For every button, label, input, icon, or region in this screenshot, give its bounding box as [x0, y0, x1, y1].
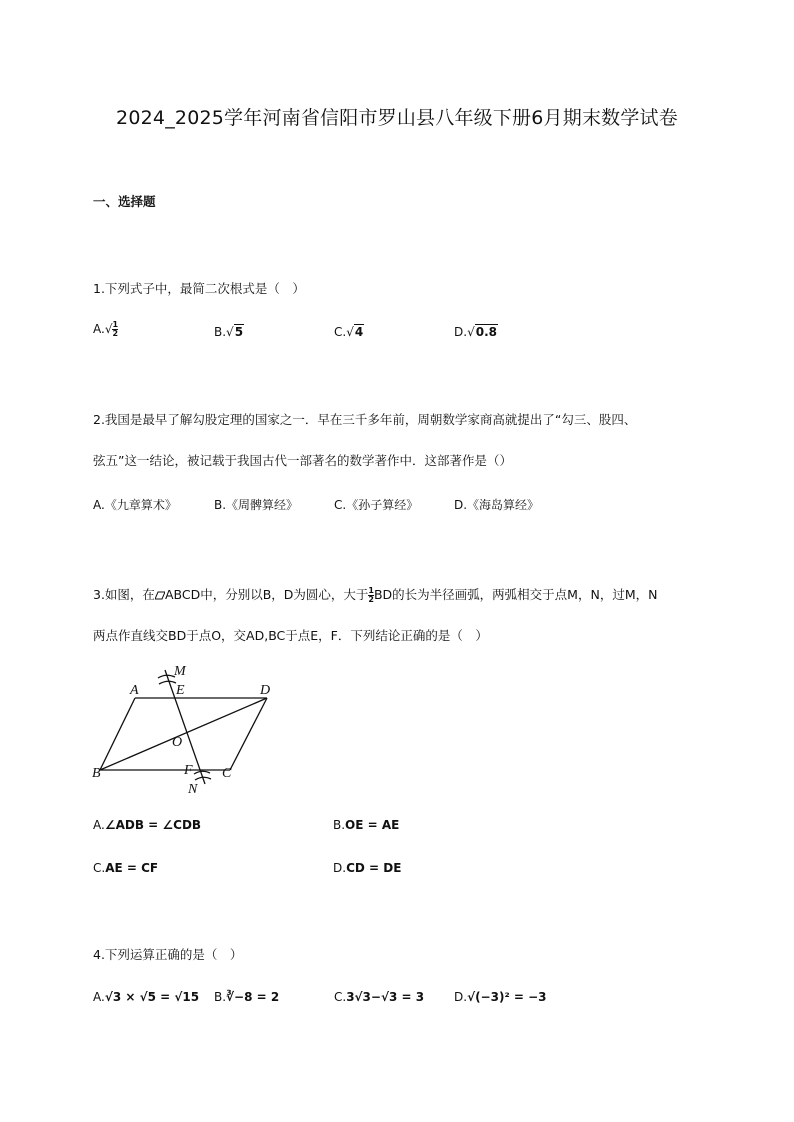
radical-sign: √ [346, 325, 354, 339]
document-title: 2024_2025学年河南省信阳市罗山县八年级下册6月期末数学试卷 [116, 107, 678, 129]
q1-option-c[interactable] [334, 325, 364, 339]
label-d: D [260, 683, 271, 698]
q2-option-c[interactable]: C.《孙子算经》 [334, 498, 419, 512]
q3-option-b-label: B. [333, 818, 346, 832]
parallelogram-figure [90, 656, 290, 801]
question-1-stem: 1.下列式子中，最简二次根式是（ ） [93, 281, 305, 296]
question-4-stem: 4.下列运算正确的是（ ） [93, 947, 243, 962]
q3-text-part2: ABCD中，分别以B，D为圆心，大于 [164, 587, 369, 602]
q3-option-a[interactable] [93, 818, 201, 832]
q3-option-d-text: CD = DE [346, 861, 402, 875]
q1-option-d-label: D. [454, 325, 468, 339]
q1-option-a-fraction [112, 321, 118, 338]
q1-option-b[interactable] [214, 325, 244, 339]
q4-option-a-label: A. [93, 990, 105, 1004]
label-c: C [222, 766, 232, 781]
q4-option-c-text: 3√3−√3 = 3 [346, 990, 425, 1004]
q1-option-b-radicand: 5 [234, 325, 244, 339]
question-3-stem-line1 [93, 585, 657, 604]
q1-option-a-numerator: 1 [112, 320, 119, 329]
q4-option-b-label: B. [214, 990, 227, 1004]
q1-option-c-radicand: 4 [354, 325, 364, 339]
q1-option-d-radicand: 0.8 [475, 325, 497, 339]
q1-option-b-label: B. [214, 325, 227, 339]
q3-fraction-denominator: 2 [368, 595, 374, 604]
radical-sign: √ [226, 325, 234, 339]
q2-option-a[interactable]: A.《九章算术》 [93, 498, 177, 512]
label-o: O [172, 735, 183, 750]
q4-option-b-text: ∛−8 = 2 [226, 990, 280, 1004]
q3-option-c-label: C. [93, 861, 106, 875]
label-a: A [130, 683, 139, 698]
q3-text-part3: BD的长为半径画弧，两弧相交于点M，N，过M，N [373, 587, 658, 602]
q3-option-c[interactable] [93, 861, 158, 875]
q3-option-b-text: OE = AE [345, 818, 400, 832]
label-f: F [184, 763, 193, 778]
arc-mark-m1 [158, 675, 175, 678]
section-heading-choice: 一、选择题 [93, 194, 156, 209]
q4-option-b[interactable] [214, 990, 279, 1004]
diagonal-bd [100, 698, 267, 770]
radical-sign: √ [467, 325, 475, 339]
q3-text-part1: 3.如图，在 [93, 587, 155, 602]
q3-option-a-text: ∠ADB = ∠CDB [104, 818, 202, 832]
q3-fraction-numerator: 1 [368, 586, 374, 595]
q1-option-a-denominator: 2 [112, 329, 119, 338]
side-dc [230, 698, 267, 770]
label-b: B [92, 766, 101, 781]
question-2-stem-line1: 2.我国是最早了解勾股定理的国家之一．早在三千多年前，周朝数学家商高就提出了“勾三、股四、 [93, 412, 637, 427]
q4-option-c-label: C. [334, 990, 347, 1004]
q3-option-d-label: D. [333, 861, 347, 875]
q4-option-d-label: D. [454, 990, 468, 1004]
label-m: M [174, 664, 186, 679]
q3-option-d[interactable] [333, 861, 401, 875]
label-n: N [188, 782, 198, 797]
q1-option-a[interactable] [93, 321, 118, 338]
q3-option-b[interactable] [333, 818, 399, 832]
q4-option-d-text: √(−3)² = −3 [467, 990, 547, 1004]
q2-option-d[interactable]: D.《海岛算经》 [454, 498, 540, 512]
q1-option-a-label: A. [93, 322, 105, 336]
q1-option-d[interactable] [454, 325, 498, 339]
q1-option-c-label: C. [334, 325, 347, 339]
question-3-stem-line2: 两点作直线交BD于点O，交AD,BC于点E，F．下列结论正确的是（ ） [93, 628, 488, 643]
parallelogram-symbol-icon [155, 591, 165, 600]
q4-option-a[interactable] [93, 990, 199, 1004]
question-2-stem-line2: 弦五”这一结论，被记载于我国古代一部著名的数学著作中．这部著作是（） [93, 453, 512, 468]
radical-sign: √ [104, 322, 113, 336]
q3-option-a-label: A. [93, 818, 105, 832]
q4-option-a-text: √3 × √5 = √15 [104, 990, 200, 1004]
side-ba [100, 698, 135, 770]
q4-option-d[interactable] [454, 990, 547, 1004]
label-e: E [176, 683, 185, 698]
q3-option-c-text: AE = CF [105, 861, 159, 875]
arc-mark-m2 [159, 681, 176, 684]
q2-option-b[interactable]: B.《周髀算经》 [214, 498, 299, 512]
q4-option-c[interactable] [334, 990, 424, 1004]
